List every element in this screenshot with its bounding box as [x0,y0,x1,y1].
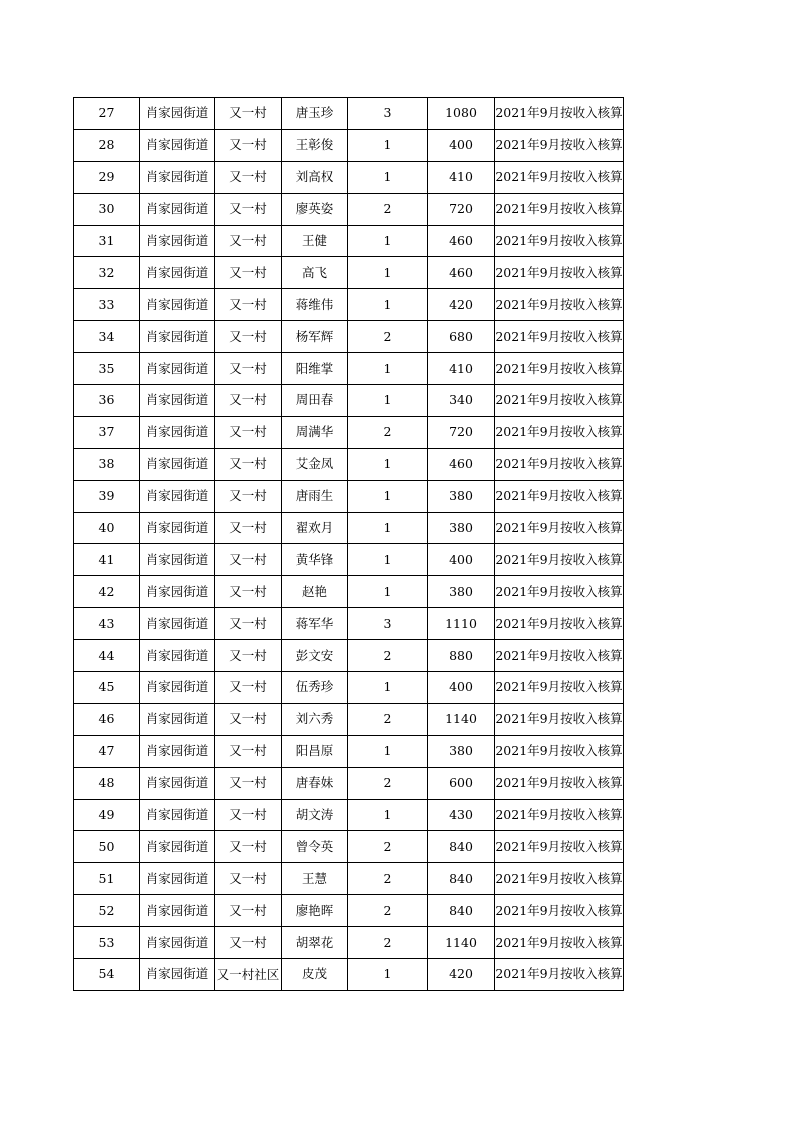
name-cell: 王慧 [282,863,348,895]
street-cell: 肖家园街道 [140,863,215,895]
note-cell: 2021年9月按收入核算 [495,257,624,289]
household-size-cell: 1 [348,353,428,385]
table-row [74,225,624,257]
name-cell: 黄华锋 [282,544,348,576]
street-cell: 肖家园街道 [140,257,215,289]
note-cell: 2021年9月按收入核算 [495,321,624,353]
row-number-cell: 36 [74,385,140,417]
street-cell: 肖家园街道 [140,735,215,767]
amount-cell: 380 [428,480,495,512]
street-cell: 肖家园街道 [140,385,215,417]
amount-cell: 380 [428,576,495,608]
row-number-cell: 38 [74,448,140,480]
household-size-cell: 2 [348,895,428,927]
table-row [74,927,624,959]
amount-cell: 400 [428,129,495,161]
note-cell: 2021年9月按收入核算 [495,512,624,544]
village-cell: 又一村 [215,321,282,353]
table-row [74,448,624,480]
amount-cell: 380 [428,735,495,767]
street-cell: 肖家园街道 [140,576,215,608]
table-row [74,193,624,225]
row-number-cell: 54 [74,959,140,991]
row-number-cell: 40 [74,512,140,544]
street-cell: 肖家园街道 [140,225,215,257]
street-cell: 肖家园街道 [140,927,215,959]
amount-cell: 460 [428,448,495,480]
name-cell: 蒋维伟 [282,289,348,321]
household-size-cell: 2 [348,640,428,672]
street-cell: 肖家园街道 [140,416,215,448]
row-number-cell: 35 [74,353,140,385]
amount-cell: 460 [428,225,495,257]
amount-cell: 380 [428,512,495,544]
row-number-cell: 31 [74,225,140,257]
amount-cell: 720 [428,416,495,448]
street-cell: 肖家园街道 [140,193,215,225]
note-cell: 2021年9月按收入核算 [495,831,624,863]
household-size-cell: 2 [348,767,428,799]
row-number-cell: 47 [74,735,140,767]
table-row [74,831,624,863]
amount-cell: 1080 [428,98,495,130]
street-cell: 肖家园街道 [140,353,215,385]
village-cell: 又一村 [215,98,282,130]
household-size-cell: 1 [348,735,428,767]
row-number-cell: 32 [74,257,140,289]
amount-cell: 1110 [428,608,495,640]
note-cell: 2021年9月按收入核算 [495,735,624,767]
note-cell: 2021年9月按收入核算 [495,193,624,225]
table-row [74,321,624,353]
name-cell: 周满华 [282,416,348,448]
street-cell: 肖家园街道 [140,895,215,927]
note-cell: 2021年9月按收入核算 [495,480,624,512]
note-cell: 2021年9月按收入核算 [495,895,624,927]
row-number-cell: 37 [74,416,140,448]
name-cell: 翟欢月 [282,512,348,544]
row-number-cell: 29 [74,161,140,193]
village-cell: 又一村 [215,353,282,385]
village-cell: 又一村 [215,544,282,576]
table-body [74,98,624,991]
amount-cell: 410 [428,353,495,385]
amount-cell: 410 [428,161,495,193]
amount-cell: 400 [428,672,495,704]
name-cell: 艾金凤 [282,448,348,480]
household-size-cell: 1 [348,544,428,576]
household-size-cell: 2 [348,831,428,863]
table-row [74,703,624,735]
name-cell: 唐春妹 [282,767,348,799]
village-cell: 又一村 [215,129,282,161]
row-number-cell: 46 [74,703,140,735]
household-size-cell: 1 [348,672,428,704]
note-cell: 2021年9月按收入核算 [495,672,624,704]
name-cell: 彭文安 [282,640,348,672]
household-size-cell: 1 [348,385,428,417]
village-cell: 又一村 [215,480,282,512]
name-cell: 王彰俊 [282,129,348,161]
row-number-cell: 42 [74,576,140,608]
note-cell: 2021年9月按收入核算 [495,129,624,161]
name-cell: 刘高权 [282,161,348,193]
household-size-cell: 1 [348,161,428,193]
street-cell: 肖家园街道 [140,640,215,672]
row-number-cell: 41 [74,544,140,576]
street-cell: 肖家园街道 [140,512,215,544]
village-cell: 又一村 [215,257,282,289]
table-row [74,161,624,193]
household-size-cell: 1 [348,257,428,289]
street-cell: 肖家园街道 [140,703,215,735]
row-number-cell: 45 [74,672,140,704]
table-row [74,385,624,417]
amount-cell: 600 [428,767,495,799]
village-cell: 又一村 [215,416,282,448]
street-cell: 肖家园街道 [140,448,215,480]
name-cell: 唐雨生 [282,480,348,512]
amount-cell: 420 [428,289,495,321]
amount-cell: 420 [428,959,495,991]
street-cell: 肖家园街道 [140,289,215,321]
amount-cell: 460 [428,257,495,289]
name-cell: 阳昌原 [282,735,348,767]
note-cell: 2021年9月按收入核算 [495,863,624,895]
note-cell: 2021年9月按收入核算 [495,225,624,257]
household-size-cell: 2 [348,703,428,735]
village-cell: 又一村 [215,225,282,257]
village-cell: 又一村 [215,863,282,895]
table-row [74,257,624,289]
name-cell: 蒋军华 [282,608,348,640]
table-row [74,735,624,767]
row-number-cell: 53 [74,927,140,959]
row-number-cell: 48 [74,767,140,799]
note-cell: 2021年9月按收入核算 [495,927,624,959]
note-cell: 2021年9月按收入核算 [495,640,624,672]
row-number-cell: 39 [74,480,140,512]
note-cell: 2021年9月按收入核算 [495,608,624,640]
household-size-cell: 3 [348,98,428,130]
name-cell: 高飞 [282,257,348,289]
note-cell: 2021年9月按收入核算 [495,385,624,417]
name-cell: 赵艳 [282,576,348,608]
name-cell: 周田春 [282,385,348,417]
row-number-cell: 33 [74,289,140,321]
street-cell: 肖家园街道 [140,321,215,353]
street-cell: 肖家园街道 [140,767,215,799]
name-cell: 王健 [282,225,348,257]
note-cell: 2021年9月按收入核算 [495,799,624,831]
household-size-cell: 1 [348,512,428,544]
village-cell: 又一村 [215,703,282,735]
note-cell: 2021年9月按收入核算 [495,98,624,130]
household-size-cell: 2 [348,863,428,895]
street-cell: 肖家园街道 [140,799,215,831]
table-row [74,767,624,799]
note-cell: 2021年9月按收入核算 [495,959,624,991]
village-cell: 又一村 [215,672,282,704]
note-cell: 2021年9月按收入核算 [495,703,624,735]
note-cell: 2021年9月按收入核算 [495,544,624,576]
note-cell: 2021年9月按收入核算 [495,289,624,321]
table-row [74,959,624,991]
table-row [74,895,624,927]
table-row [74,576,624,608]
amount-cell: 1140 [428,703,495,735]
name-cell: 廖英姿 [282,193,348,225]
row-number-cell: 30 [74,193,140,225]
household-size-cell: 1 [348,576,428,608]
street-cell: 肖家园街道 [140,959,215,991]
village-cell: 又一村 [215,193,282,225]
note-cell: 2021年9月按收入核算 [495,416,624,448]
name-cell: 曾令英 [282,831,348,863]
village-cell: 又一村 [215,767,282,799]
village-cell: 又一村 [215,640,282,672]
household-size-cell: 2 [348,927,428,959]
row-number-cell: 51 [74,863,140,895]
note-cell: 2021年9月按收入核算 [495,576,624,608]
village-cell: 又一村 [215,895,282,927]
note-cell: 2021年9月按收入核算 [495,353,624,385]
amount-cell: 720 [428,193,495,225]
table-row [74,672,624,704]
village-cell: 又一村 [215,385,282,417]
amount-cell: 340 [428,385,495,417]
table-row [74,353,624,385]
household-size-cell: 3 [348,608,428,640]
row-number-cell: 44 [74,640,140,672]
note-cell: 2021年9月按收入核算 [495,448,624,480]
village-cell: 又一村 [215,799,282,831]
household-size-cell: 1 [348,225,428,257]
row-number-cell: 43 [74,608,140,640]
village-cell: 又一村 [215,608,282,640]
street-cell: 肖家园街道 [140,831,215,863]
relief-roster-table [73,97,624,991]
amount-cell: 880 [428,640,495,672]
street-cell: 肖家园街道 [140,98,215,130]
household-size-cell: 1 [348,480,428,512]
household-size-cell: 2 [348,193,428,225]
amount-cell: 840 [428,895,495,927]
name-cell: 胡翠花 [282,927,348,959]
street-cell: 肖家园街道 [140,161,215,193]
row-number-cell: 52 [74,895,140,927]
household-size-cell: 1 [348,959,428,991]
amount-cell: 430 [428,799,495,831]
name-cell: 胡文涛 [282,799,348,831]
street-cell: 肖家园街道 [140,480,215,512]
village-cell: 又一村 [215,927,282,959]
street-cell: 肖家园街道 [140,672,215,704]
table-row [74,799,624,831]
table-row [74,640,624,672]
amount-cell: 680 [428,321,495,353]
row-number-cell: 34 [74,321,140,353]
table-row [74,544,624,576]
name-cell: 阳维掌 [282,353,348,385]
household-size-cell: 2 [348,416,428,448]
table-row [74,416,624,448]
table-row [74,98,624,130]
table-row [74,129,624,161]
name-cell: 唐玉珍 [282,98,348,130]
village-cell: 又一村 [215,831,282,863]
village-cell: 又一村 [215,512,282,544]
table-row [74,480,624,512]
name-cell: 杨军辉 [282,321,348,353]
village-cell: 又一村 [215,576,282,608]
village-cell: 又一村 [215,289,282,321]
household-size-cell: 2 [348,321,428,353]
name-cell: 皮茂 [282,959,348,991]
row-number-cell: 50 [74,831,140,863]
table-row [74,512,624,544]
village-cell: 又一村 [215,448,282,480]
table-row [74,863,624,895]
village-cell: 又一村社区 [215,959,282,991]
amount-cell: 1140 [428,927,495,959]
table-row [74,289,624,321]
note-cell: 2021年9月按收入核算 [495,767,624,799]
household-size-cell: 1 [348,129,428,161]
street-cell: 肖家园街道 [140,544,215,576]
household-size-cell: 1 [348,289,428,321]
row-number-cell: 28 [74,129,140,161]
household-size-cell: 1 [348,799,428,831]
amount-cell: 840 [428,831,495,863]
village-cell: 又一村 [215,735,282,767]
street-cell: 肖家园街道 [140,608,215,640]
amount-cell: 400 [428,544,495,576]
note-cell: 2021年9月按收入核算 [495,161,624,193]
amount-cell: 840 [428,863,495,895]
household-size-cell: 1 [348,448,428,480]
table-row [74,608,624,640]
street-cell: 肖家园街道 [140,129,215,161]
village-cell: 又一村 [215,161,282,193]
name-cell: 廖艳晖 [282,895,348,927]
name-cell: 伍秀珍 [282,672,348,704]
row-number-cell: 49 [74,799,140,831]
name-cell: 刘六秀 [282,703,348,735]
row-number-cell: 27 [74,98,140,130]
